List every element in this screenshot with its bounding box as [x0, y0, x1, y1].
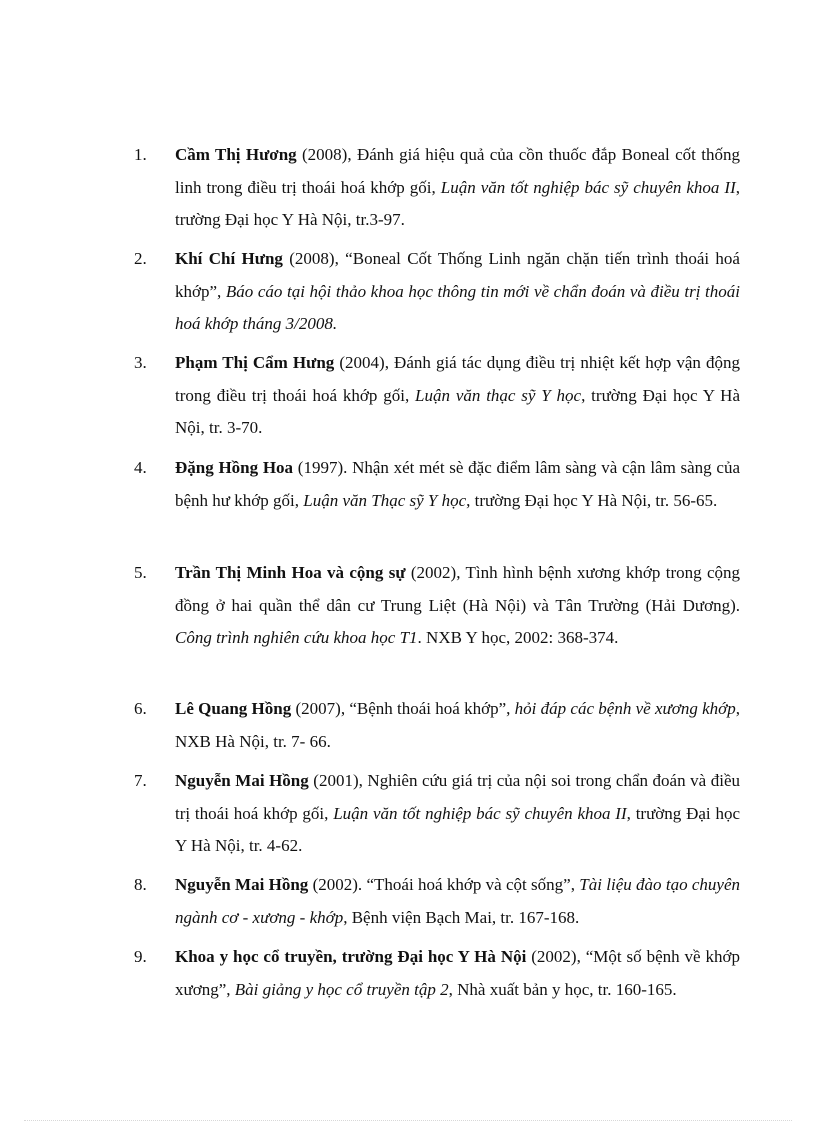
reference-detail: (2002), Tình hình bệnh xương khớp trong cộng đồng ở hai quần thể dân cư Trung Liệt (Hà Nội) và Tân Trường (Hải Dương). — [175, 563, 740, 615]
reference-text — [175, 765, 740, 863]
reference-author: Khoa y học cổ truyền, trường Đại học Y Hà Nội — [175, 947, 527, 966]
reference-source: hỏi đáp các bệnh về xương khớp — [514, 699, 736, 718]
reference-text — [175, 139, 740, 237]
reference-detail: , Nhà xuất bản y học, tr. 160-165. — [448, 979, 677, 999]
reference-detail: (2007), “Bệnh thoái hoá khớp”, — [291, 699, 515, 718]
reference-author: Khí Chí Hưng — [175, 249, 283, 268]
reference-detail: , Bệnh viện Bạch Mai, tr. 167-168. — [343, 907, 580, 927]
reference-number: 3. — [134, 353, 147, 372]
reference-detail: , trường Đại học Y Hà Nội, tr.3-97. — [175, 177, 740, 229]
reference-source: Luận văn Thạc sỹ Y học — [303, 490, 467, 510]
reference-author: Cầm Thị Hương — [175, 145, 297, 164]
reference-number: 7. — [134, 771, 147, 790]
reference-text — [175, 557, 740, 655]
reference-number: 2. — [134, 249, 147, 268]
page-bottom-divider — [24, 1120, 792, 1121]
reference-number: 5. — [134, 563, 147, 582]
reference-source: Luận văn tốt nghiệp bác sỹ chuyên khoa II — [440, 177, 736, 197]
reference-author: Phạm Thị Cẩm Hưng — [175, 353, 335, 372]
reference-source: Luận văn thạc sỹ Y học — [415, 385, 582, 405]
reference-detail: , trường Đại học Y Hà Nội, tr. 4-62. — [175, 803, 740, 855]
reference-detail: . NXB Y học, 2002: 368-374. — [417, 628, 619, 647]
reference-number: 1. — [134, 145, 147, 164]
reference-text — [175, 452, 740, 517]
reference-source: Tài liệu đào tạo chuyên ngành cơ - xương - khớp — [175, 875, 741, 927]
reference-number: 9. — [134, 947, 147, 966]
reference-detail: (2001), Nghiên cứu giá trị của nội soi trong chẩn đoán và điều trị thoái hoá khớp gối, — [175, 771, 740, 823]
reference-detail: , trường Đại học Y Hà Nội, tr. 3-70. — [175, 385, 740, 437]
reference-detail: (2004), Đánh giá tác dụng điều trị nhiệt kết hợp vận động trong điều trị thoái hoá khớp gối, — [175, 353, 740, 405]
reference-detail: , NXB Hà Nội, tr. 7- 66. — [175, 699, 740, 751]
reference-detail: (2002), “Một số bệnh về khớp xương”, — [175, 947, 740, 999]
reference-detail: (2002). “Thoái hoá khớp và cột sống”, — [308, 875, 580, 894]
reference-text — [175, 941, 740, 1006]
reference-detail: (2008), “Boneal Cốt Thống Linh ngăn chặn tiến trình thoái hoá khớp”, — [175, 249, 740, 301]
reference-text — [175, 869, 740, 934]
reference-number: 6. — [134, 699, 147, 718]
reference-source: Bài giảng y học cổ truyền tập 2 — [234, 979, 449, 999]
reference-source: Luận văn tốt nghiệp bác sỹ chuyên khoa II — [333, 803, 627, 823]
reference-source: Công trình nghiên cứu khoa học T1 — [175, 628, 418, 647]
reference-author: Nguyễn Mai Hồng — [175, 875, 309, 894]
reference-number: 4. — [134, 458, 147, 477]
reference-detail: , trường Đại học Y Hà Nội, tr. 56-65. — [466, 490, 718, 510]
reference-detail: (2008), Đánh giá hiệu quả của cồn thuốc đắp Boneal cốt thống linh trong điều trị thoái hoá khớp gối, — [175, 145, 740, 197]
reference-author: Đặng Hồng Hoa — [175, 458, 294, 477]
reference-detail: (1997). Nhận xét mét sè đặc điểm lâm sàng và cận lâm sàng của bệnh hư khớp gối, — [175, 458, 740, 510]
reference-number: 8. — [134, 875, 147, 894]
reference-author: Nguyễn Mai Hồng — [175, 771, 309, 790]
reference-text — [175, 693, 740, 758]
reference-author: Lê Quang Hồng — [175, 699, 292, 718]
reference-author: Trần Thị Minh Hoa và cộng sự — [175, 563, 406, 582]
reference-text — [175, 243, 740, 341]
reference-source: Báo cáo tại hội thảo khoa học thông tin mới về chẩn đoán và điều trị thoái hoá khớp tháng 3/2008. — [175, 281, 740, 333]
reference-text — [175, 347, 740, 445]
